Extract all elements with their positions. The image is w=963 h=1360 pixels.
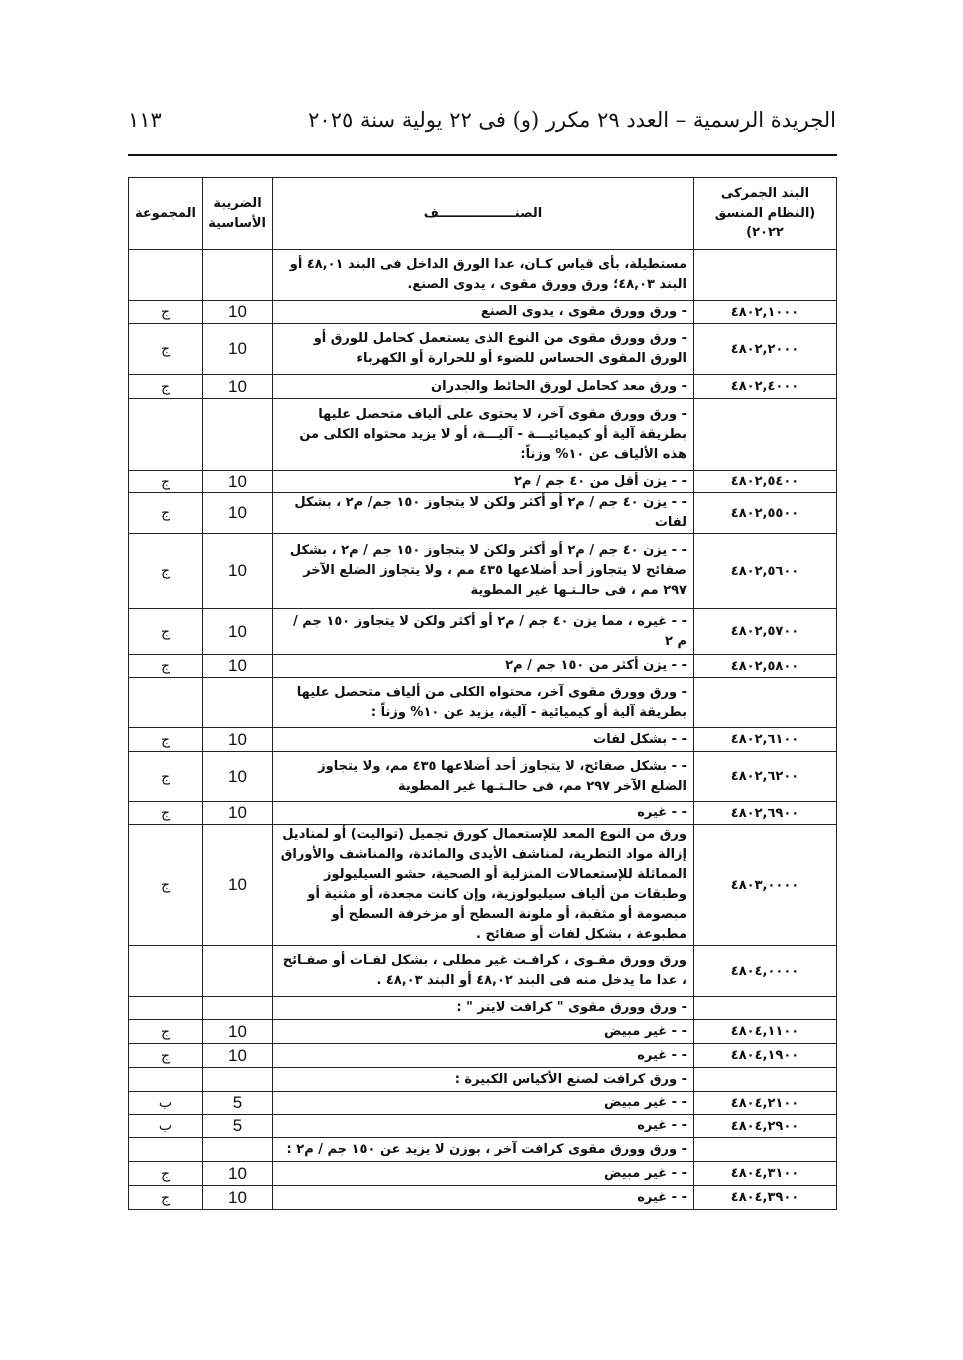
tariff-code: ٤٨٠٤,٠٠٠٠	[694, 946, 837, 997]
tariff-code: ٤٨٠٤,١١٠٠	[694, 1020, 837, 1044]
item-description: - - غيره	[273, 802, 694, 825]
table-row	[129, 301, 837, 324]
base-duty-rate: 10	[203, 1186, 273, 1210]
item-description: - ورق معد كحامل لورق الحائط والجدران	[273, 375, 694, 399]
tariff-code: ٤٨٠٢,٦١٠٠	[694, 728, 837, 752]
base-duty-rate: 10	[203, 534, 273, 609]
group-letter	[129, 678, 203, 728]
table-row	[129, 471, 837, 493]
tariff-code: ٤٨٠٢,٥٥٠٠	[694, 493, 837, 534]
tariff-code: ٤٨٠٤,٣١٠٠	[694, 1162, 837, 1186]
group-letter: ب	[129, 1092, 203, 1115]
group-letter: ج	[129, 324, 203, 375]
item-description: - - غيره	[273, 1115, 694, 1138]
base-duty-rate	[203, 946, 273, 997]
item-description: - ورق وورق مقوى " كرافت لاينر " :	[273, 997, 694, 1020]
group-letter: ج	[129, 301, 203, 324]
group-letter: ج	[129, 752, 203, 802]
table-row	[129, 324, 837, 375]
base-duty-rate: 5	[203, 1092, 273, 1115]
table-row	[129, 825, 837, 946]
group-letter	[129, 946, 203, 997]
tariff-code: ٤٨٠٢,٦٩٠٠	[694, 802, 837, 825]
table-row	[129, 752, 837, 802]
base-duty-rate: 10	[203, 825, 273, 946]
page-number: ١١٣	[128, 108, 162, 132]
table-row	[129, 399, 837, 471]
item-description: - - غيره ، مما يزن ٤٠ جم / م٢ أو أكثر ولكن لا يتجاوز ١٥٠ جم / م ٢	[273, 609, 694, 655]
base-duty-rate	[203, 678, 273, 728]
group-letter: ج	[129, 375, 203, 399]
header-code: البند الجمركى (النظام المنسق ٢٠٢٢)	[694, 178, 837, 250]
table-row	[129, 534, 837, 609]
tariff-code: ٤٨٠٤,٢٩٠٠	[694, 1115, 837, 1138]
item-description: - - يزن ٤٠ جم / م٢ أو أكثر ولكن لا يتجاوز ١٥٠ جم / م٢ ، بشكل صفائح لا يتجاوز أحد أضلاعها ٤٣٥ مم ، ولا يتجاوز الضلع الآخر ٢٩٧ مم ، فى حالـتـها غير المطوية	[273, 534, 694, 609]
item-description: - ورق وورق مقوى آخر، محتواه الكلى من ألياف متحصل عليها بطريقة آلية أو كيميائية - آلية، يزيد عن ١٠% وزناً :	[273, 678, 694, 728]
base-duty-rate: 10	[203, 752, 273, 802]
group-letter: ج	[129, 493, 203, 534]
item-description: مستطيلة، بأى قياس كـان، عدا الورق الداخل فى البند ٤٨,٠١ أو البند ٤٨,٠٣؛ ورق وورق مقوى ، يدوى الصنع.	[273, 250, 694, 301]
base-duty-rate: 10	[203, 375, 273, 399]
item-description: - ورق وورق مقوى آخر، لا يحتوى على ألياف متحصل عليها بطريقة آلية أو كيميائيـــة - آليـــة، أو لا يزيد محتواه الكلى من هذه الألياف عن ١٠% وزناً:	[273, 399, 694, 471]
base-duty-rate: 10	[203, 1044, 273, 1068]
base-duty-rate	[203, 1138, 273, 1162]
table-row	[129, 678, 837, 728]
tariff-code: ٤٨٠٢,٥٤٠٠	[694, 471, 837, 493]
base-duty-rate: 10	[203, 728, 273, 752]
header-description: الصنـــــــــــــــــف	[273, 178, 694, 250]
table-row	[129, 1138, 837, 1162]
base-duty-rate: 5	[203, 1115, 273, 1138]
group-letter	[129, 250, 203, 301]
table-row	[129, 375, 837, 399]
tariff-code: ٤٨٠٢,٥٧٠٠	[694, 609, 837, 655]
table-body	[129, 250, 837, 1210]
item-description: - - غير مبيض	[273, 1162, 694, 1186]
item-description: - - بشكل لفات	[273, 728, 694, 752]
item-description: - ورق وورق مقوى كرافت آخر ، بوزن لا يزيد عن ١٥٠ جم / م٢ :	[273, 1138, 694, 1162]
group-letter: ج	[129, 471, 203, 493]
base-duty-rate: 10	[203, 655, 273, 678]
base-duty-rate: 10	[203, 802, 273, 825]
item-description: - - غير مبيض	[273, 1020, 694, 1044]
table-row	[129, 1186, 837, 1210]
item-description: - - يزن أقل من ٤٠ جم / م٢	[273, 471, 694, 493]
group-letter	[129, 1068, 203, 1092]
group-letter: ج	[129, 1020, 203, 1044]
tariff-code	[694, 1068, 837, 1092]
tariff-code: ٤٨٠٢,٥٨٠٠	[694, 655, 837, 678]
table-row	[129, 609, 837, 655]
tariff-code	[694, 678, 837, 728]
tariff-code: ٤٨٠٢,٤٠٠٠	[694, 375, 837, 399]
item-description: - - غيره	[273, 1044, 694, 1068]
tariff-code: ٤٨٠٣,٠٠٠٠	[694, 825, 837, 946]
table-row	[129, 250, 837, 301]
table-row	[129, 946, 837, 997]
item-description: ورق من النوع المعد للإستعمال كورق تجميل (تواليت) أو لمناديل إزالة مواد التطرية، لمناشف الأيدى والمائدة، والمناشف والأوراق المماثلة للإستعمالات المنزلية أو الصحية، حشو السيليولوز وطبقات من ألياف سيليولوزية، وإن كانت مجعدة، أو مثنية أو مبصومة أو مثقبة، أو ملونة السطح أو مزخرفة السطح أو مطبوعة ، بشكل لفات أو صفائح .	[273, 825, 694, 946]
base-duty-rate	[203, 250, 273, 301]
table-row	[129, 1020, 837, 1044]
tariff-code	[694, 1138, 837, 1162]
tariff-code	[694, 250, 837, 301]
item-description: - - يزن أكثر من ١٥٠ جم / م٢	[273, 655, 694, 678]
page-header	[128, 108, 836, 142]
tariff-code: ٤٨٠٤,٣٩٠٠	[694, 1186, 837, 1210]
item-description: - ورق كرافت لصنع الأكياس الكبيرة :	[273, 1068, 694, 1092]
base-duty-rate: 10	[203, 1020, 273, 1044]
group-letter: ج	[129, 1044, 203, 1068]
group-letter: ج	[129, 1162, 203, 1186]
tariff-code: ٤٨٠٢,٢٠٠٠	[694, 324, 837, 375]
tariff-code: ٤٨٠٢,٥٦٠٠	[694, 534, 837, 609]
group-letter	[129, 1138, 203, 1162]
group-letter: ج	[129, 825, 203, 946]
tariff-code	[694, 997, 837, 1020]
table-row	[129, 1068, 837, 1092]
header-divider	[128, 154, 837, 156]
tariff-code: ٤٨٠٢,١٠٠٠	[694, 301, 837, 324]
tariff-code: ٤٨٠٤,١٩٠٠	[694, 1044, 837, 1068]
table-row	[129, 997, 837, 1020]
base-duty-rate	[203, 399, 273, 471]
base-duty-rate: 10	[203, 301, 273, 324]
base-duty-rate: 10	[203, 493, 273, 534]
item-description: - - غير مبيض	[273, 1092, 694, 1115]
base-duty-rate: 10	[203, 324, 273, 375]
table-row	[129, 1044, 837, 1068]
item-description: ورق وورق مقـوى ، كرافـت غير مطلى ، بشكل لفـات أو صفـائح ، عدا ما يدخل منه فى البند ٤٨,٠٢ أو البند ٤٨,٠٣ .	[273, 946, 694, 997]
group-letter: ج	[129, 728, 203, 752]
header-rate: الضريبة الأساسية	[203, 178, 273, 250]
table-row	[129, 1162, 837, 1186]
item-description: - - غيره	[273, 1186, 694, 1210]
table-row	[129, 728, 837, 752]
item-description: - - بشكل صفائح، لا يتجاوز أحد أضلاعها ٤٣٥ مم، ولا يتجاوز الضلع الآخر ٢٩٧ مم، فى حالـتـها غير المطوية	[273, 752, 694, 802]
item-description: - ورق وورق مقوى من النوع الذى يستعمل كحامل للورق أو الورق المقوى الحساس للضوء أو للحرارة أو الكهرباء	[273, 324, 694, 375]
tariff-table	[128, 177, 837, 1210]
table-row	[129, 802, 837, 825]
gazette-title: الجريدة الرسمية – العدد ٢٩ مكرر (و) فى ٢٢ يولية سنة ٢٠٢٥	[308, 108, 836, 132]
item-description: - ورق وورق مقوى ، يدوى الصنع	[273, 301, 694, 324]
group-letter: ج	[129, 534, 203, 609]
tariff-code: ٤٨٠٢,٦٢٠٠	[694, 752, 837, 802]
table-header-row	[129, 178, 837, 250]
group-letter	[129, 399, 203, 471]
table-row	[129, 1092, 837, 1115]
group-letter: ج	[129, 609, 203, 655]
header-group: المجموعة	[129, 178, 203, 250]
base-duty-rate: 10	[203, 471, 273, 493]
group-letter: ج	[129, 1186, 203, 1210]
item-description: - - يزن ٤٠ جم / م٢ أو أكثر ولكن لا يتجاوز ١٥٠ جم/ م٢ ، بشكل لفات	[273, 493, 694, 534]
table-row	[129, 655, 837, 678]
base-duty-rate	[203, 997, 273, 1020]
table-row	[129, 493, 837, 534]
base-duty-rate: 10	[203, 609, 273, 655]
group-letter: ب	[129, 1115, 203, 1138]
base-duty-rate: 10	[203, 1162, 273, 1186]
table-row	[129, 1115, 837, 1138]
tariff-code	[694, 399, 837, 471]
group-letter: ج	[129, 802, 203, 825]
tariff-code: ٤٨٠٤,٢١٠٠	[694, 1092, 837, 1115]
group-letter: ج	[129, 655, 203, 678]
group-letter	[129, 997, 203, 1020]
base-duty-rate	[203, 1068, 273, 1092]
